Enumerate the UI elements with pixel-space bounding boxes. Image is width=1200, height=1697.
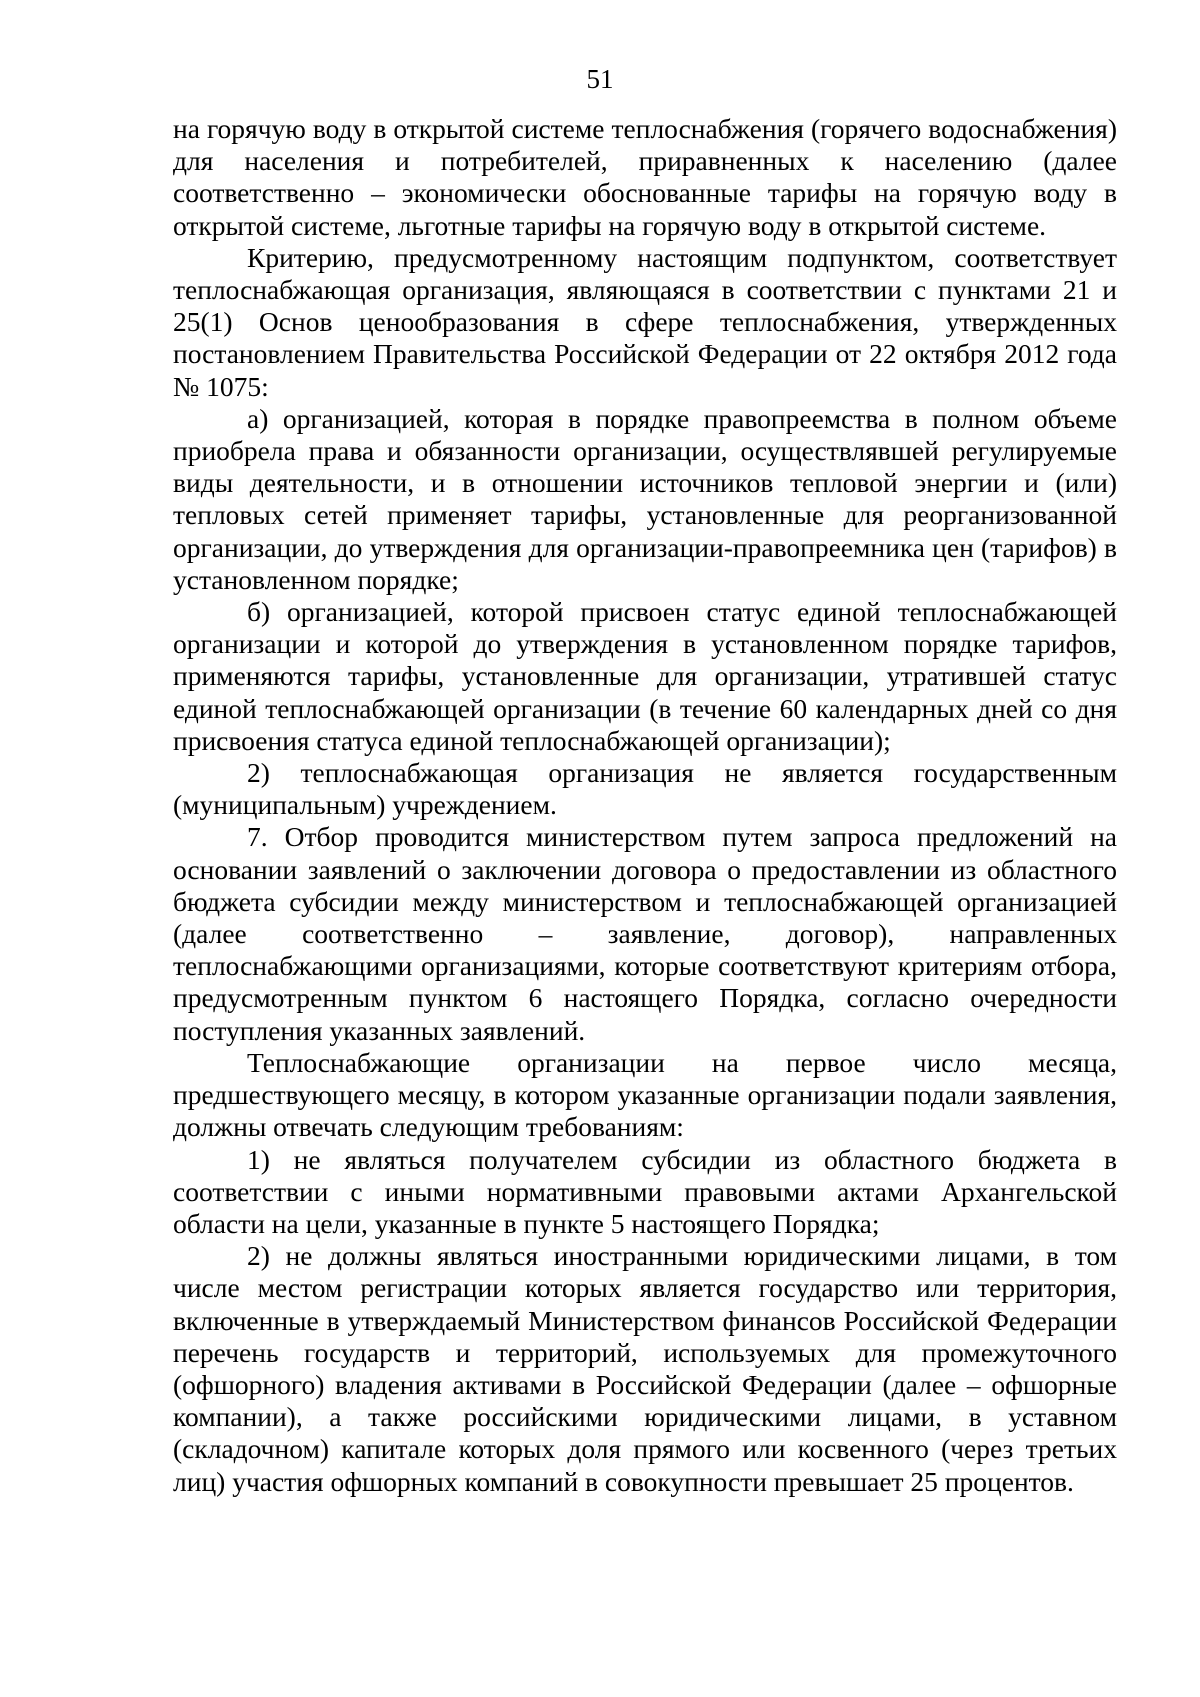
document-body: [173, 113, 1117, 1498]
paragraph-criterion: Критерию, предусмотренному настоящим подпунктом, соответствует теплоснабжающая организация, являющаяся в соответствии с пунктами 21 и 25(1) Основ ценообразования в сфере теплоснабжения, утвержденных постановлением Правительства Российской Федерации от 22 октября 2012 года № 1075:: [173, 241, 1117, 402]
paragraph-requirement-1: 1) не являться получателем субсидии из областного бюджета в соответствии с иными нормативными правовыми актами Архангельской области на цели, указанные в пункте 5 настоящего Порядка;: [173, 1143, 1117, 1239]
paragraph-subitem-a: а) организацией, которая в порядке правопреемства в полном объеме приобрела права и обязанности организации, осуществлявшей регулируемые виды деятельности, и в отношении источников тепловой энергии и (или) тепловых сетей применяет тарифы, установленные для реорганизованной организации, до утверждения для организации-правопреемника цен (тарифов) в установленном порядке;: [173, 402, 1117, 595]
paragraph-subitem-b: б) организацией, которой присвоен статус единой теплоснабжающей организации и которой до утверждения в установленном порядке тарифов, применяются тарифы, установленные для организации, утратившей статус единой теплоснабжающей организации (в течение 60 календарных дней со дня присвоения статуса единой теплоснабжающей организации);: [173, 596, 1117, 756]
page-number: 51: [586, 64, 614, 94]
paragraph-continuation: на горячую воду в открытой системе теплоснабжения (горячего водоснабжения) для населения и потребителей, приравненных к населению (далее соответственно – экономически обоснованные тарифы на горячую воду в открытой системе, льготные тарифы на горячую воду в открытой системе.: [173, 113, 1117, 241]
paragraph-item-2: 2) теплоснабжающая организация не является государственным (муниципальным) учреждением.: [173, 757, 1117, 821]
paragraph-section-7: 7. Отбор проводится министерством путем запроса предложений на основании заявлений о заключении договора о предоставлении из областного бюджета субсидии между министерством и теплоснабжающей организацией (далее соответственно – заявление, договор), направленных теплоснабжающими организациями, которые соответствуют критериям отбора, предусмотренным пунктом 6 настоящего Порядка, согласно очередности поступления указанных заявлений.: [173, 821, 1117, 1046]
paragraph-requirement-2: 2) не должны являться иностранными юридическими лицами, в том числе местом регистрации которых является государство или территория, включенные в утверждаемый Министерством финансов Российской Федерации перечень государств и территорий, используемых для промежуточного (офшорного) владения активами в Российской Федерации (далее – офшорные компании), а также российскими юридическими лицами, в уставном (складочном) капитале которых доля прямого или косвенного (через третьих лиц) участия офшорных компаний в совокупности превышает 25 процентов.: [173, 1240, 1117, 1497]
paragraph-requirements-intro: Теплоснабжающие организации на первое число месяца, предшествующего месяцу, в котором указанные организации подали заявления, должны отвечать следующим требованиям:: [173, 1046, 1117, 1143]
